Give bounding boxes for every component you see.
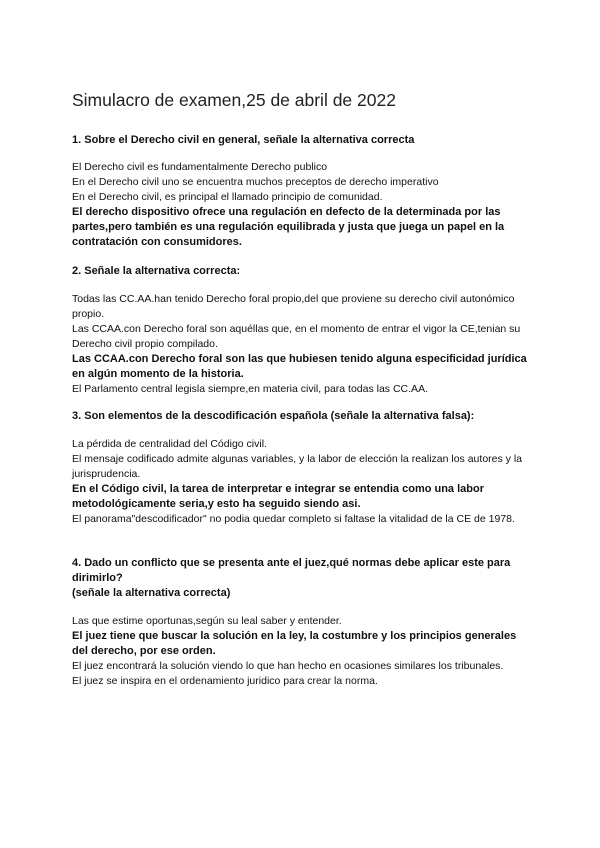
question-4-option-b-correct: El juez tiene que buscar la solución en la ley, la costumbre y los principios generales del derecho, por ese orden. <box>72 630 517 657</box>
question-4-option-c: El juez encontrará la solución viendo lo que han hecho en ocasiones similares los tribunales. <box>72 660 504 672</box>
page-title: Simulacro de examen,25 de abril de 2022 <box>72 90 396 110</box>
question-3-option-c-correct: En el Código civil, la tarea de interpretar e integrar se entendia como una labor metodológicamente seria,y esto ha seguido siendo asi. <box>72 483 485 510</box>
question-1-prompt: 1. Sobre el Derecho civil en general, señale la alternativa correcta <box>72 134 415 146</box>
question-3-option-d: El panorama"descodificador" no podia quedar completo si faltase la vitalidad de la CE de 1978. <box>72 513 515 525</box>
question-1-option-b: En el Derecho civil uno se encuentra muchos preceptos de derecho imperativo <box>72 176 439 188</box>
question-1-option-c: En el Derecho civil, es principal el llamado principio de comunidad. <box>72 191 383 203</box>
question-2-options <box>72 292 534 397</box>
question-3-prompt: 3. Son elementos de la descodificación española (señale la alternativa falsa): <box>72 410 475 422</box>
question-2-prompt: 2. Señale la alternativa correcta: <box>72 265 241 277</box>
question-4-option-d: El juez se inspira en el ordenamiento juridico para crear la norma. <box>72 675 378 687</box>
question-1-options <box>72 160 534 250</box>
question-2-option-d: El Parlamento central legisla siempre,en materia civil, para todas las CC.AA. <box>72 383 428 395</box>
question-2-option-b: Las CCAA.con Derecho foral son aquéllas que, en el momento de entrar el vigor la CE,tenian su Derecho civil propio compilado. <box>72 323 521 350</box>
question-1-option-a: El Derecho civil es fundamentalmente Derecho publico <box>72 161 328 173</box>
question-4-option-a: Las que estime oportunas,según su leal saber y entender. <box>72 615 342 627</box>
question-3-option-a: La pérdida de centralidad del Código civil. <box>72 438 267 450</box>
question-3-options <box>72 437 534 527</box>
question-4-options <box>72 614 534 689</box>
question-3-option-b: El mensaje codificado admite algunas variables, y la labor de elección la realizan los autores y la jurisprudencia. <box>72 453 522 480</box>
question-2-option-a: Todas las CC.AA.han tenido Derecho foral propio,del que proviene su derecho civil autonómico propio. <box>72 293 515 320</box>
question-4-prompt: 4. Dado un conflicto que se presenta ante el juez,qué normas debe aplicar este para dirimirlo? <box>72 557 511 584</box>
question-1-option-d-correct: El derecho dispositivo ofrece una regulación en defecto de la determinada por las partes,pero también es una regulación equilibrada y justa que juega un papel en la contratación con consumidores. <box>72 206 505 248</box>
question-4-prompt-note: (señale la alternativa correcta) <box>72 587 231 599</box>
question-2-option-c-correct: Las CCAA.con Derecho foral son las que hubiesen tenido alguna especificidad jurídica en algún momento de la historia. <box>72 353 527 380</box>
